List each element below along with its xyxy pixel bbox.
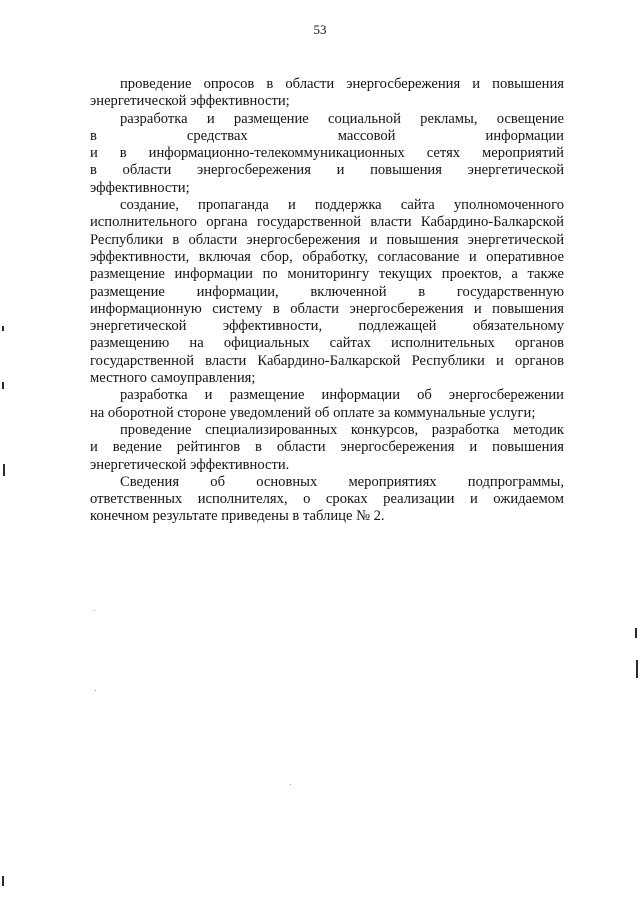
text-line: на оборотной стороне уведомлений об оплате за коммунальные услуги; — [90, 404, 536, 421]
text-line: конечном результате приведены в таблице № 2. — [90, 508, 385, 525]
page-number: 53 — [313, 22, 327, 37]
text-line: ответственных исполнителях, о сроках реализации и ожидаемом — [90, 491, 564, 508]
text-line: создание, пропаганда и поддержка сайта уполномоченного — [120, 197, 564, 214]
text-line: эффективности, включая сбор, обработку, согласование и оперативное — [90, 248, 564, 265]
scan-speck — [94, 610, 95, 611]
scan-edge-mark — [2, 382, 4, 389]
text-line: энергетической эффективности; — [90, 93, 290, 110]
text-line: эффективности; — [90, 179, 190, 196]
scan-speck — [95, 690, 96, 691]
text-line: исполнительного органа государственной власти Кабардино-Балкарской — [90, 214, 564, 231]
text-line: проведение опросов в области энергосбережения и повышения — [120, 76, 564, 92]
text-line: проведение специализированных конкурсов, разработка методик — [120, 421, 564, 438]
text-line: разработка и размещение социальной рекламы, освещение — [120, 110, 564, 127]
text-line: и в информационно-телекоммуникационных сетях мероприятий — [90, 145, 564, 162]
text-line: энергетической эффективности. — [90, 456, 290, 473]
text-line: государственной власти Кабардино-Балкарской Республики и органов — [90, 352, 564, 369]
text-line: энергетической эффективности, подлежащей обязательному — [90, 318, 564, 335]
scan-edge-mark — [636, 660, 638, 678]
scan-edge-mark — [2, 326, 4, 331]
text-line: информационную систему в области энергосбережения и повышения — [90, 300, 564, 317]
text-line: размещение информации, включенной в государственную — [90, 283, 564, 300]
text-line: размещение информации по мониторингу текущих проектов, а также — [90, 266, 564, 283]
text-line: в средствах массовой информации — [90, 127, 564, 144]
text-line: Республики в области энергосбережения и повышения энергетической — [90, 231, 564, 248]
scan-speck — [290, 784, 291, 785]
scan-edge-mark — [635, 628, 637, 638]
text-line: разработка и размещение информации об энергосбережении — [120, 387, 564, 404]
text-line: Сведения об основных мероприятиях подпрограммы, — [120, 473, 564, 490]
text-line: местного самоуправления; — [90, 370, 256, 387]
scan-edge-mark — [3, 464, 5, 476]
text-line: и ведение рейтингов в области энергосбережения и повышения — [90, 439, 564, 456]
document-body — [90, 76, 564, 526]
text-line: в области энергосбережения и повышения энергетической — [90, 162, 564, 179]
scan-edge-mark — [2, 876, 4, 886]
text-line: размещению на официальных сайтах исполнительных органов — [90, 335, 564, 352]
